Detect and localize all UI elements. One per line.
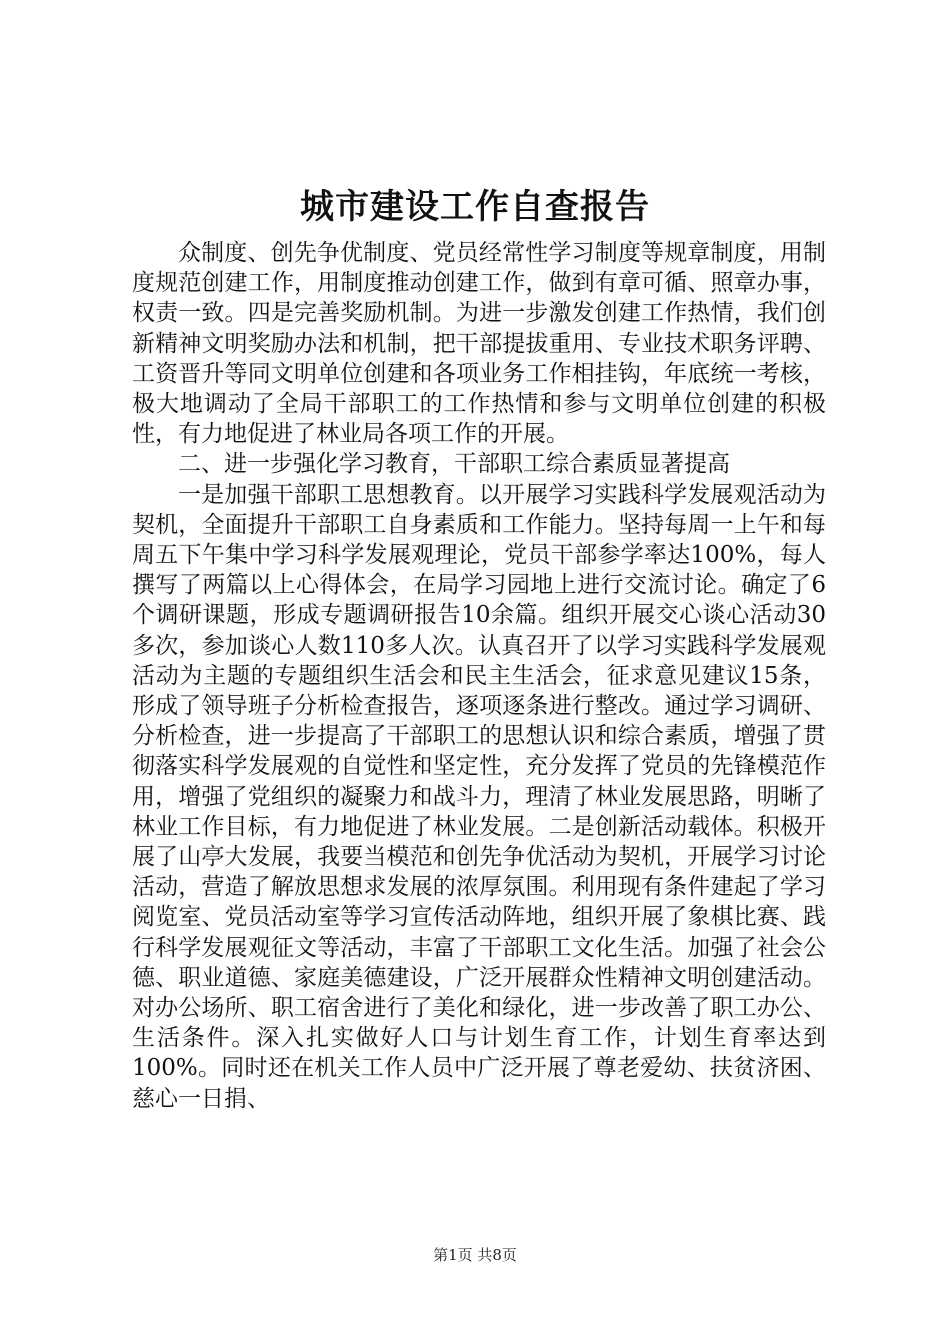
document-body (132, 238, 826, 1114)
body-paragraph: 一是加强干部职工思想教育。以开展学习实践科学发展观活动为契机，全面提升干部职工自身素质和工作能力。坚持每周一上午和每周五下午集中学习科学发展观理论，党员干部参学率达100%，每人撰写了两篇以上心得体会，在局学习园地上进行交流讨论。确定了6个调研课题，形成专题调研报告10余篇。组织开展交心谈心活动30多次，参加谈心人数110多人次。认真召开了以学习实践科学发展观活动为主题的专题组织生活会和民主生活会，征求意见建议15条，形成了领导班子分析检查报告，逐项逐条进行整改。通过学习调研、分析检查，进一步提高了干部职工的思想认识和综合素质，增强了贯彻落实科学发展观的自觉性和坚定性，充分发挥了党员的先锋模范作用，增强了党组织的凝聚力和战斗力，理清了林业发展思路，明晰了林业工作目标，有力地促进了林业发展。二是创新活动载体。积极开展了山亭大发展，我要当模范和创先争优活动为契机，开展学习讨论活动，营造了解放思想求发展的浓厚氛围。利用现有条件建起了学习阅览室、党员活动室等学习宣传活动阵地，组织开展了象棋比赛、践行科学发展观征文等活动，丰富了干部职工文化生活。加强了社会公德、职业道德、家庭美德建设，广泛开展群众性精神文明创建活动。对办公场所、职工宿舍进行了美化和绿化，进一步改善了职工办公、生活条件。深入扎实做好人口与计划生育工作，计划生育率达到100%。同时还在机关工作人员中广泛开展了尊老爱幼、扶贫济困、慈心一日捐、 (132, 481, 826, 1112)
body-paragraph: 众制度、创先争优制度、党员经常性学习制度等规章制度，用制度规范创建工作，用制度推动创建工作，做到有章可循、照章办事，权责一致。四是完善奖励机制。为进一步激发创建工作热情，我们创新精神文明奖励办法和机制，把干部提拔重用、专业技术职务评聘、工资晋升等同文明单位创建和各项业务工作相挂钩，年底统一考核，极大地调动了全局干部职工的工作热情和参与文明单位创建的积极性，有力地促进了林业局各项工作的开展。 (132, 240, 826, 448)
page-number-footer: 第1页 共8页 (433, 1246, 517, 1264)
document-title: 城市建设工作自查报告 (300, 187, 650, 227)
section-heading: 二、进一步强化学习教育，干部职工综合素质显著提高 (178, 451, 730, 478)
